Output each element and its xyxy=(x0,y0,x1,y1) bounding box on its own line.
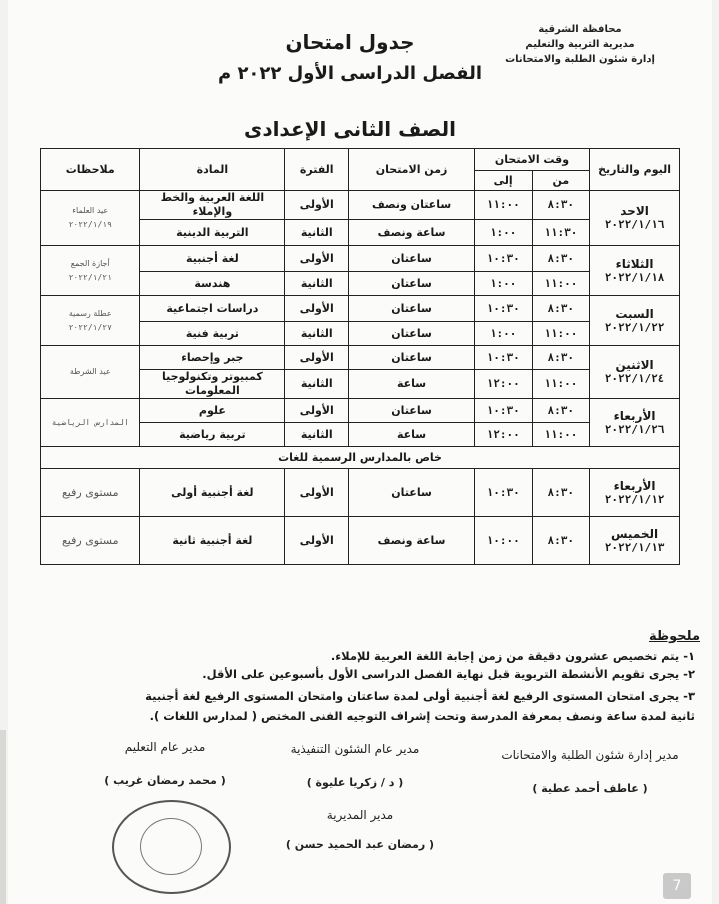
exam-duration: ساعتان xyxy=(349,399,475,423)
day-date-cell xyxy=(590,469,680,517)
start-time: ١١:٠٠ xyxy=(532,272,590,296)
end-time: ١:٠٠ xyxy=(474,272,532,296)
subject-name: جبر وإحصاء xyxy=(140,346,285,370)
notes-cell: مستوى رفيع xyxy=(41,469,140,517)
subject-name: هندسة xyxy=(140,272,285,296)
exam-period: الأولى xyxy=(285,246,349,272)
subject-name: علوم xyxy=(140,399,285,423)
start-time: ٨:٣٠ xyxy=(532,346,590,370)
exam-period: الثانية xyxy=(285,322,349,346)
note-3: ٣- يجرى امتحان المستوى الرفيع لغة أجنبية أولى لمدة ساعتان وامتحان المستوى الرفيع لغة أجنبية xyxy=(145,689,695,703)
signature-executive-affairs xyxy=(255,742,455,789)
exam-duration: ساعتان xyxy=(349,469,475,517)
subject-name: دراسات اجتماعية xyxy=(140,296,285,322)
note-text: عطلة رسمية xyxy=(68,308,112,318)
end-time: ١٢:٠٠ xyxy=(474,370,532,399)
day-date-cell xyxy=(590,296,680,346)
note-date: المدارس الرياضية xyxy=(51,417,129,427)
signature-name: ( د / زكريا عليوة ) xyxy=(306,776,404,789)
exam-period: الثانية xyxy=(285,370,349,399)
table-row xyxy=(41,469,680,517)
table-row xyxy=(41,346,680,370)
exam-period: الثانية xyxy=(285,272,349,296)
start-time: ٨:٣٠ xyxy=(532,517,590,565)
exam-duration: ساعة xyxy=(349,423,475,447)
issuer-line-3: إدارة شئون الطلبة والامتحانات xyxy=(505,54,655,65)
exam-duration: ساعتان xyxy=(349,346,475,370)
table-row xyxy=(41,246,680,272)
notes-cell xyxy=(41,399,140,447)
exam-period: الأولى xyxy=(285,191,349,220)
exam-duration: ساعتان xyxy=(349,322,475,346)
exam-period: الأولى xyxy=(285,296,349,322)
exam-date: ٢٠٢٢/١/٢٦ xyxy=(604,422,665,436)
issuer-line-2: مديرية التربية والتعليم xyxy=(525,39,635,50)
signature-name: ( رمضان عبد الحميد حسن ) xyxy=(285,838,435,851)
exam-duration: ساعتان xyxy=(349,246,475,272)
official-stamp-emblem xyxy=(140,818,202,875)
page-edge xyxy=(0,730,6,904)
signature-title: مدير إدارة شئون الطلبة والامتحانات xyxy=(501,748,679,762)
day-name: الأربعاء xyxy=(613,478,656,493)
notes-cell: مستوى رفيع xyxy=(41,517,140,565)
day-date-cell xyxy=(590,246,680,296)
exam-period: الثانية xyxy=(285,220,349,246)
day-name: السبت xyxy=(615,306,654,321)
signature-title: مدير عام الشئون التنفيذية xyxy=(290,742,420,756)
start-time: ١١:٠٠ xyxy=(532,423,590,447)
note-1: ١- يتم تخصيص عشرون دقيقة من زمن إجابة اللغة العربية للإملاء. xyxy=(330,649,695,663)
end-time: ١٠:٣٠ xyxy=(474,296,532,322)
exam-date: ٢٠٢٢/١/٢٢ xyxy=(604,320,665,334)
col-to: إلى xyxy=(474,171,532,191)
note-text: عيد الشرطة xyxy=(69,367,111,376)
signature-directorate-head xyxy=(260,808,460,851)
exam-date: ٢٠٢٢/١/١٢ xyxy=(604,492,665,506)
subject-name: تربية فنية xyxy=(140,322,285,346)
start-time: ٨:٣٠ xyxy=(532,469,590,517)
start-time: ٨:٣٠ xyxy=(532,246,590,272)
note-4: ثانية لمدة ساعة ونصف بمعرفة المدرسة وتحت إشراف التوجيه الفنى المختص ( لمدارس اللغات ). xyxy=(149,709,695,723)
day-name: الاحد xyxy=(620,204,649,218)
note-text: أجازة الجمع xyxy=(70,258,110,268)
signature-title: مدير المديرية xyxy=(326,808,394,822)
notes-cell xyxy=(41,346,140,399)
table-row xyxy=(41,399,680,423)
exam-period: الأولى xyxy=(285,469,349,517)
exam-duration: ساعتان ونصف xyxy=(349,191,475,220)
issuer-line-1: محافظة الشرقية xyxy=(538,24,622,35)
table-row xyxy=(41,517,680,565)
signature-students-affairs xyxy=(470,748,710,795)
exam-period: الأولى xyxy=(285,517,349,565)
exam-date: ٢٠٢٢/١/١٨ xyxy=(604,270,665,284)
issuer-block xyxy=(505,22,655,67)
end-time: ١٠:٣٠ xyxy=(474,399,532,423)
end-time: ١٠:٠٠ xyxy=(474,517,532,565)
exam-duration: ساعة ونصف xyxy=(349,517,475,565)
day-name: الخميس xyxy=(610,526,659,541)
document-subtitle: الفصل الدراسى الأول ٢٠٢٢ م xyxy=(217,63,483,84)
day-date-cell xyxy=(590,399,680,447)
col-period: الفترة xyxy=(285,149,349,191)
day-date-cell xyxy=(590,517,680,565)
exam-period: الأولى xyxy=(285,346,349,370)
end-time: ١٠:٣٠ xyxy=(474,246,532,272)
subject-name: التربية الدينية xyxy=(140,220,285,246)
day-name: الثلاثاء xyxy=(615,256,654,271)
subject-name: لغة أجنبية xyxy=(140,246,285,272)
start-time: ٨:٣٠ xyxy=(532,191,590,220)
note-date: ٢٠٢٢/١/١٩ xyxy=(68,220,112,229)
exam-date: ٢٠٢٢/١/١٦ xyxy=(604,218,665,231)
start-time: ٨:٣٠ xyxy=(532,399,590,423)
start-time: ٨:٣٠ xyxy=(532,296,590,322)
notes-title: ملحوظة xyxy=(648,629,700,644)
exam-date: ٢٠٢٢/١/١٣ xyxy=(604,540,665,554)
special-header: خاص بالمدارس الرسمية للغات xyxy=(41,447,680,469)
grade-title: الصف الثانى الإعدادى xyxy=(243,117,456,141)
col-duration: زمن الامتحان xyxy=(349,149,475,191)
end-time: ١١:٠٠ xyxy=(474,191,532,220)
document-title: جدول امتحان xyxy=(285,30,415,54)
subject-name: لغة أجنبية ثانية xyxy=(140,517,285,565)
day-name: الاثنين xyxy=(615,358,654,372)
end-time: ١:٠٠ xyxy=(474,322,532,346)
notes-cell xyxy=(41,296,140,346)
col-from: من xyxy=(532,171,590,191)
subject-name: اللغة العربية والخط والإملاء xyxy=(140,191,285,220)
note-2: ٢- يجرى تقويم الأنشطة التربوية قبل نهاية الفصل الدراسى الأول بأسبوعين على الأقل. xyxy=(202,667,695,681)
page-number-badge: 7 xyxy=(663,873,691,899)
end-time: ١٠:٣٠ xyxy=(474,469,532,517)
notes-cell xyxy=(41,246,140,296)
col-exam-time: وقت الامتحان xyxy=(474,149,589,171)
exam-duration: ساعة ونصف xyxy=(349,220,475,246)
subject-name: كمبيوتر وتكنولوجيا المعلومات xyxy=(140,370,285,399)
exam-period: الأولى xyxy=(285,399,349,423)
end-time: ١:٠٠ xyxy=(474,220,532,246)
special-header-row xyxy=(41,447,680,469)
exam-duration: ساعتان xyxy=(349,296,475,322)
exam-duration: ساعتان xyxy=(349,272,475,296)
exam-date: ٢٠٢٢/١/٢٤ xyxy=(604,372,665,385)
signature-title: مدير عام التعليم xyxy=(124,740,206,754)
note-text: عيد العلماء xyxy=(72,206,109,215)
day-date-cell xyxy=(590,191,680,246)
end-time: ١٠:٣٠ xyxy=(474,346,532,370)
day-name: الأربعاء xyxy=(613,408,656,423)
exam-schedule-table xyxy=(40,148,680,565)
subject-name: تربية رياضية xyxy=(140,423,285,447)
signature-name: ( عاطف أحمد عطية ) xyxy=(532,782,648,795)
note-date: ٢٠٢٢/١/٢١ xyxy=(68,272,112,282)
table-row xyxy=(41,296,680,322)
start-time: ١١:٠٠ xyxy=(532,370,590,399)
note-date: ٢٠٢٢/١/٢٧ xyxy=(68,322,112,332)
day-date-cell xyxy=(590,346,680,399)
signature-name: ( محمد رمضان غريب ) xyxy=(104,774,226,787)
table-row xyxy=(41,191,680,220)
exam-period: الثانية xyxy=(285,423,349,447)
col-subject: المادة xyxy=(140,149,285,191)
end-time: ١٢:٠٠ xyxy=(474,423,532,447)
subject-name: لغة أجنبية أولى xyxy=(140,469,285,517)
notes-cell xyxy=(41,191,140,246)
start-time: ١١:٣٠ xyxy=(532,220,590,246)
start-time: ١١:٠٠ xyxy=(532,322,590,346)
col-notes: ملاحظات xyxy=(41,149,140,191)
signature-education-director xyxy=(80,740,250,787)
exam-duration: ساعة xyxy=(349,370,475,399)
col-day-date: اليوم والتاريخ xyxy=(590,149,680,191)
